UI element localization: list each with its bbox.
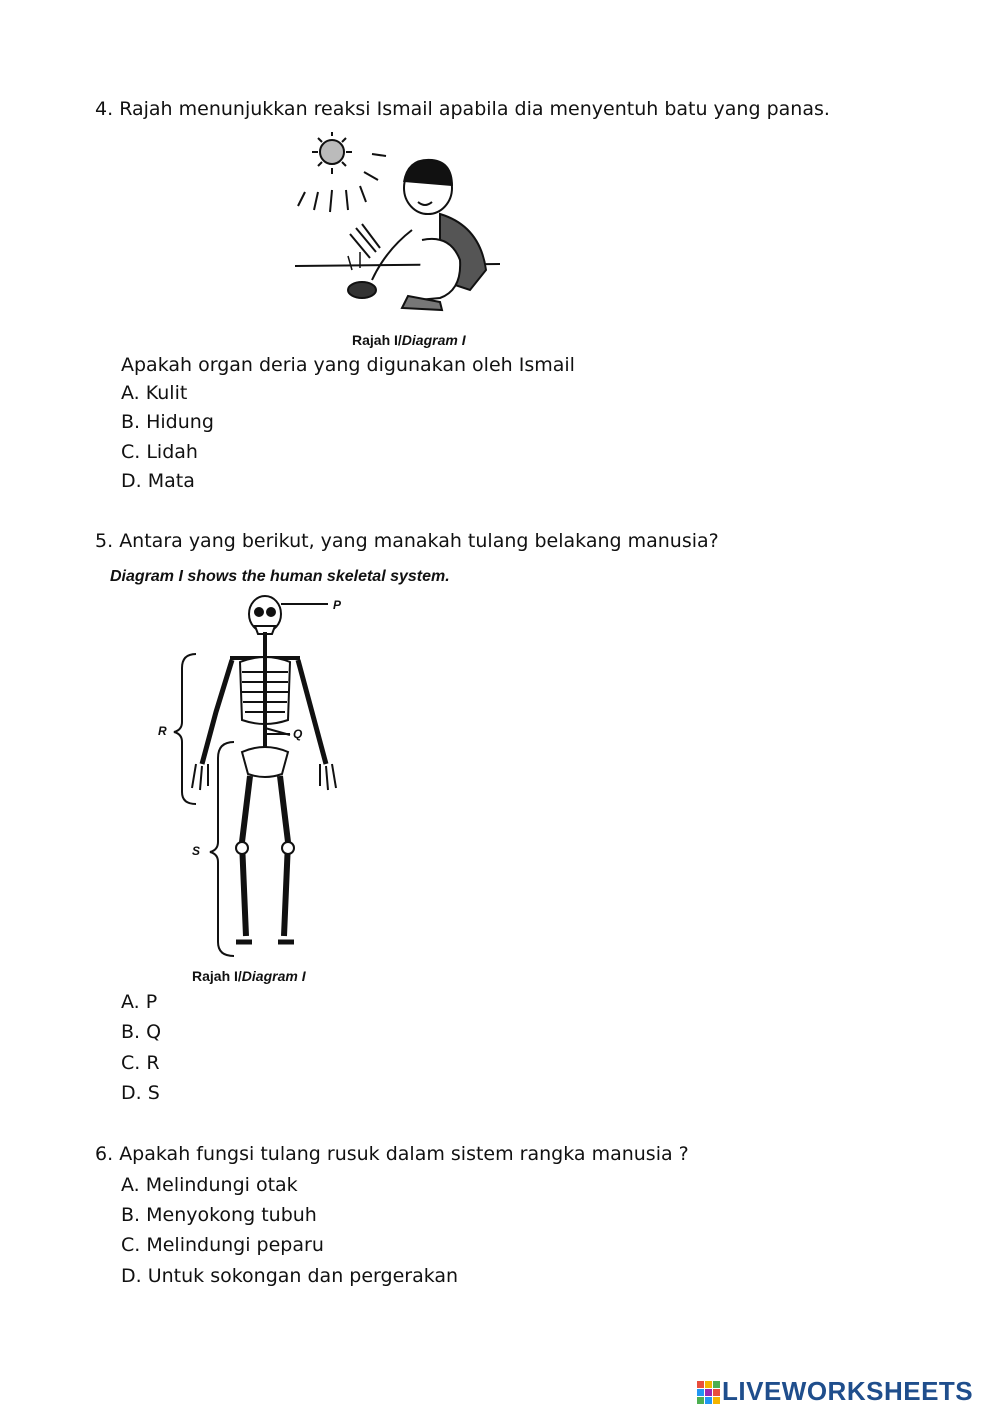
boy-touching-hot-stone-illustration (290, 130, 505, 325)
liveworksheets-logo-icon (697, 1381, 721, 1405)
skeleton-diagram-title: Diagram I shows the human skeletal system. (110, 568, 450, 585)
question-5-text: Antara yang berikut, yang manakah tulang belakang manusia? (119, 530, 719, 552)
question-4-number: 4. (95, 98, 114, 120)
skeleton-label-p: P (333, 598, 342, 612)
question-4-option-d[interactable]: D. Mata (121, 470, 195, 492)
question-6-option-b[interactable]: B. Menyokong tubuh (121, 1204, 317, 1226)
question-6 (95, 1143, 689, 1165)
skeleton-label-r: R (158, 724, 167, 738)
question-5-diagram-caption (192, 968, 306, 984)
question-6-option-a[interactable]: A. Melindungi otak (121, 1174, 298, 1196)
skeleton-label-q: Q (293, 727, 303, 741)
question-4-option-b[interactable]: B. Hidung (121, 411, 214, 433)
caption-main: Rajah I/ (352, 332, 402, 348)
question-5-option-b[interactable]: B. Q (121, 1021, 162, 1043)
question-6-option-c[interactable]: C. Melindungi peparu (121, 1234, 324, 1256)
liveworksheets-brand[interactable]: LIVEWORKSHEETS (722, 1376, 974, 1406)
caption-main: Rajah I/ (192, 968, 242, 984)
question-6-text: Apakah fungsi tulang rusuk dalam sistem rangka manusia ? (119, 1143, 689, 1165)
caption-italic: Diagram I (241, 968, 306, 984)
question-5-number: 5. (95, 530, 114, 552)
question-5-option-a[interactable]: A. P (121, 991, 158, 1013)
question-6-option-d[interactable]: D. Untuk sokongan dan pergerakan (121, 1265, 459, 1287)
question-4-option-a[interactable]: A. Kulit (121, 382, 188, 404)
question-4-subquestion: Apakah organ deria yang digunakan oleh Ismail (121, 354, 575, 376)
question-6-number: 6. (95, 1143, 114, 1165)
human-skeleton-illustration (150, 592, 360, 962)
question-5-option-c[interactable]: C. R (121, 1052, 160, 1074)
question-4 (95, 98, 830, 120)
question-4-option-c[interactable]: C. Lidah (121, 441, 198, 463)
skeleton-label-s: S (192, 844, 201, 858)
question-4-diagram-caption (352, 332, 466, 348)
question-5-option-d[interactable]: D. S (121, 1082, 160, 1104)
caption-italic: Diagram I (401, 332, 466, 348)
question-4-text: Rajah menunjukkan reaksi Ismail apabila dia menyentuh batu yang panas. (119, 98, 830, 120)
question-5 (95, 530, 719, 552)
